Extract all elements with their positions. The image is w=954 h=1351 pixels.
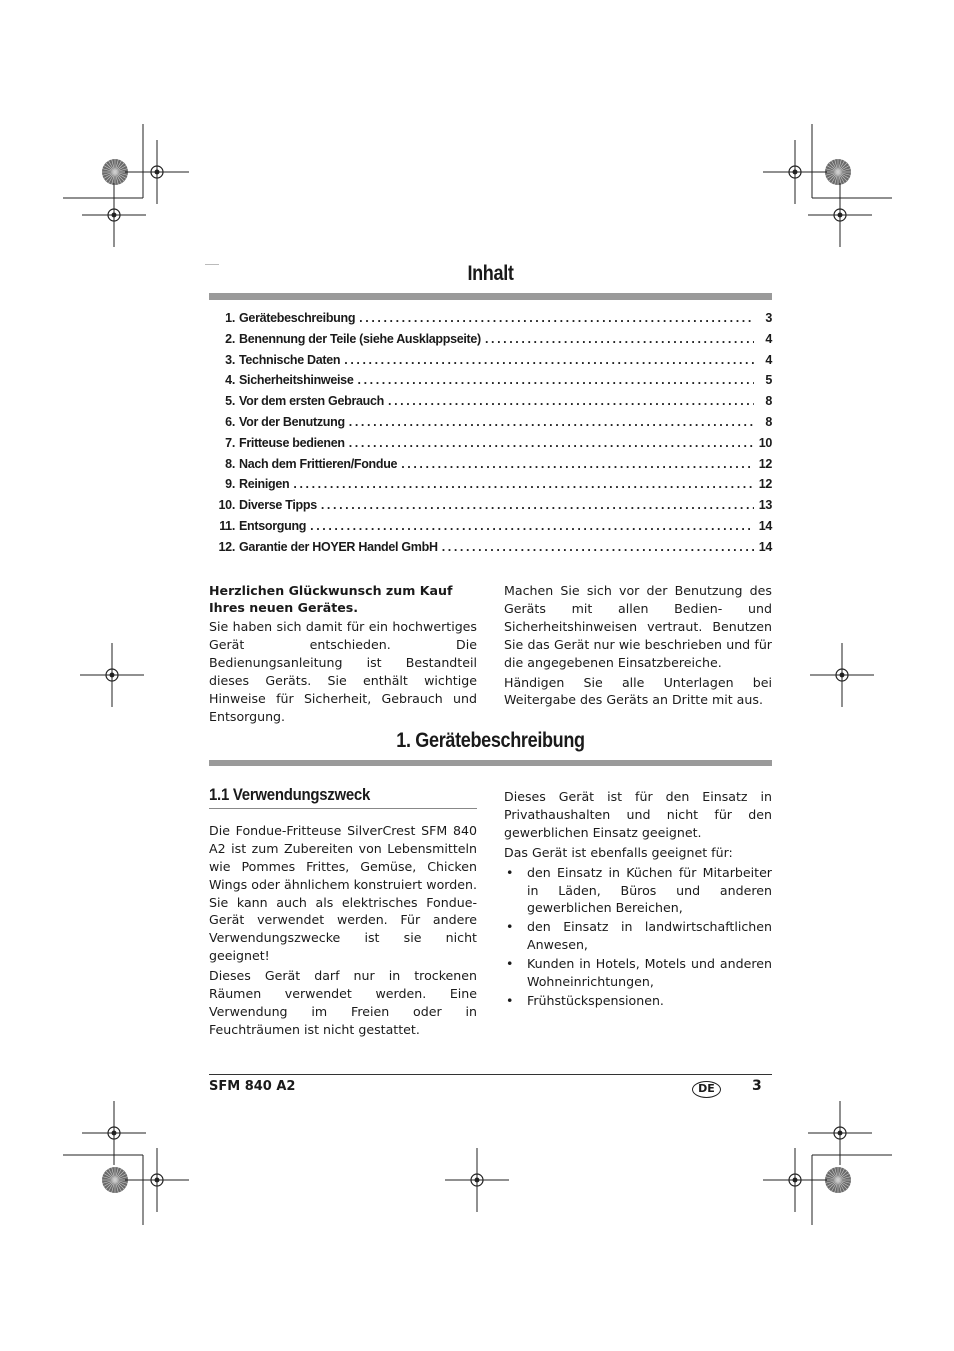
toc-entry-title: Fritteuse bedienen <box>239 435 345 450</box>
toc-entry-page: 3 <box>765 311 772 325</box>
section-right-column <box>504 788 772 1011</box>
toc-entry-number: 9. <box>225 477 235 492</box>
table-of-contents <box>209 311 772 561</box>
color-target-icon <box>825 1167 851 1193</box>
toc-entry-title: Nach dem Frittieren/Fondue <box>239 456 398 471</box>
toc-entry-title: Technische Daten <box>239 352 341 367</box>
list-item-text: den Einsatz in Küchen für Mitarbeiter in Läden, Büros und anderen gewerblichen Bereichen, <box>527 864 772 916</box>
intro-right-column <box>504 582 772 711</box>
toc-entry[interactable] <box>209 540 772 561</box>
toc-entry-number: 12. <box>218 539 235 554</box>
toc-entry-number: 8. <box>225 456 235 471</box>
registration-crosshair-icon <box>763 140 827 204</box>
list-item <box>504 918 772 954</box>
toc-entry-page: 14 <box>758 539 772 554</box>
intro-left-text: Sie haben sich damit für ein hochwertiges Gerät entschieden. Die Bedienungsanleitung ist Bestandteil dieses Geräts. Sie enthält wichtige Hinweise für Sicherheit, Gebrauch und Entsorgung. <box>209 619 477 724</box>
registration-crosshair-icon <box>125 1148 189 1212</box>
registration-crosshair-icon <box>810 643 874 707</box>
toc-entry-number: 1. <box>225 311 235 325</box>
registration-crosshair-icon <box>80 643 144 707</box>
intro-left-column <box>209 582 477 727</box>
toc-entry-title: Reinigen <box>239 477 290 492</box>
toc-leader-dots <box>388 394 754 408</box>
toc-entry-page: 13 <box>758 498 772 513</box>
section-right-para-2: Das Gerät ist ebenfalls geeignet für: <box>504 844 733 860</box>
toc-entry-title: Benennung der Teile (siehe Ausklappseite) <box>239 331 481 346</box>
toc-leader-dots <box>401 457 754 471</box>
toc-entry-title: Sicherheitshinweise <box>239 373 354 388</box>
toc-title: Inhalt <box>467 262 514 285</box>
intro-heading: Herzlichen Glückwunsch zum Kauf Ihres neuen Gerätes. <box>209 583 453 615</box>
registration-crosshair-icon <box>445 1148 509 1212</box>
toc-leader-dots <box>310 519 754 533</box>
list-item-text: den Einsatz in landwirtschaftlichen Anwesen, <box>527 919 772 953</box>
subsection-rule <box>209 808 477 809</box>
toc-entry-number: 3. <box>225 352 235 367</box>
toc-entry-title: Gerätebeschreibung <box>239 311 356 325</box>
footer-rule <box>209 1074 772 1075</box>
toc-leader-dots <box>349 436 754 450</box>
section-title: 1. Gerätebeschreibung <box>396 729 585 752</box>
bullet-icon: • <box>506 864 514 880</box>
list-item-text: Kunden in Hotels, Motels und anderen Wohneinrichtungen, <box>527 956 772 990</box>
toc-leader-dots <box>344 353 754 367</box>
toc-entry-number: 4. <box>225 373 235 388</box>
toc-entry-page: 8 <box>765 414 772 429</box>
toc-leader-dots <box>349 415 754 429</box>
toc-entry-page: 10 <box>758 435 772 450</box>
toc-entry-page: 12 <box>758 456 772 471</box>
bullet-list <box>504 864 772 1010</box>
toc-entry-page: 5 <box>765 373 772 388</box>
section-left-para-2: Dieses Gerät darf nur in trockenen Räumen verwendet werden. Eine Verwendung im Freien oder in Feuchträumen ist nicht gestattet. <box>209 968 477 1037</box>
color-target-icon <box>825 159 851 185</box>
registration-crosshair-icon <box>82 183 146 247</box>
registration-crosshair-icon <box>125 140 189 204</box>
section-left-para-1: Die Fondue-Fritteuse SilverCrest SFM 840 A2 ist zum Zubereiten von Lebensmitteln wie Pommes Frittes, Gemüse, Chicken Wings oder ähnlichem konstruiert worden. Sie kann auch als elektrisches Fondue-Gerät verwendet werden. Für andere Verwendungszwecke ist sie nicht geeignet! <box>209 822 477 964</box>
list-item-text: Frühstückspensionen. <box>527 992 664 1008</box>
toc-rule <box>209 293 772 300</box>
footer-model: SFM 840 A2 <box>209 1079 296 1094</box>
section-left-column <box>209 786 477 1041</box>
toc-leader-dots <box>358 373 755 387</box>
toc-entry-page: 14 <box>758 518 772 533</box>
toc-entry[interactable] <box>209 373 772 394</box>
toc-entry-number: 7. <box>225 435 235 450</box>
toc-entry-title: Vor dem ersten Gebrauch <box>239 394 384 409</box>
tiny-mark <box>205 264 219 268</box>
toc-leader-dots <box>485 332 754 346</box>
page-number: 3 <box>752 1078 762 1094</box>
intro-right-text-2: Händigen Sie alle Unterlagen bei Weitergabe des Geräts an Dritte mit aus. <box>504 674 772 708</box>
toc-entry[interactable] <box>209 519 772 540</box>
toc-entry-page: 4 <box>765 331 772 346</box>
toc-leader-dots <box>442 540 754 554</box>
subsection-title: 1.1 Verwendungszweck <box>209 785 371 804</box>
list-item <box>504 864 772 918</box>
toc-entry[interactable] <box>209 477 772 498</box>
color-target-icon <box>102 159 128 185</box>
toc-leader-dots <box>321 498 754 512</box>
toc-leader-dots <box>359 311 754 325</box>
toc-entry-title: Diverse Tipps <box>239 498 317 513</box>
toc-entry[interactable] <box>209 457 772 478</box>
bullet-icon: • <box>506 956 514 972</box>
bullet-icon: • <box>506 919 514 935</box>
toc-entry-page: 4 <box>765 352 772 367</box>
toc-entry[interactable] <box>209 394 772 415</box>
toc-entry[interactable] <box>209 311 772 332</box>
toc-entry[interactable] <box>209 332 772 353</box>
color-target-icon <box>102 1167 128 1193</box>
toc-entry-number: 10. <box>218 498 235 513</box>
registration-crosshair-icon <box>763 1148 827 1212</box>
toc-entry-title: Vor der Benutzung <box>239 414 345 429</box>
list-item <box>504 992 772 1010</box>
toc-entry-number: 11. <box>219 518 235 533</box>
toc-entry-title: Garantie der HOYER Handel GmbH <box>239 539 438 554</box>
bullet-icon: • <box>506 992 514 1008</box>
toc-entry[interactable] <box>209 353 772 374</box>
toc-entry-page: 8 <box>765 394 772 409</box>
toc-entry[interactable] <box>209 415 772 436</box>
toc-entry-number: 5. <box>225 394 235 409</box>
toc-entry-title: Entsorgung <box>239 518 307 533</box>
toc-entry[interactable] <box>209 498 772 519</box>
toc-entry-number: 6. <box>225 414 235 429</box>
toc-entry-number: 2. <box>225 331 235 346</box>
toc-entry[interactable] <box>209 436 772 457</box>
language-badge: DE <box>692 1081 721 1098</box>
list-item <box>504 955 772 991</box>
toc-leader-dots <box>293 477 754 491</box>
section-right-para-1: Dieses Gerät ist für den Einsatz in Privathaushalten und nicht für den gewerblichen Einsatz geeignet. <box>504 789 772 840</box>
toc-entry-page: 12 <box>758 477 772 492</box>
registration-crosshair-icon <box>808 183 872 247</box>
section-rule <box>209 760 772 766</box>
intro-right-text-1: Machen Sie sich vor der Benutzung des Geräts mit allen Bedien- und Sicherheitshinweisen vertraut. Benutzen Sie das Gerät nur wie beschrieben und für die angegebenen Einsatzbereiche. <box>504 583 772 670</box>
